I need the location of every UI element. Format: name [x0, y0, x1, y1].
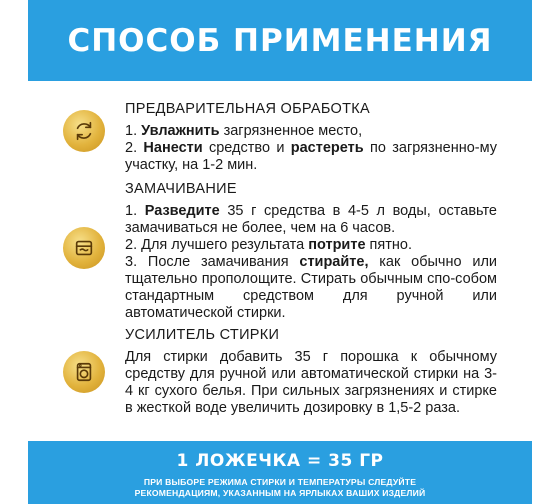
- instruction-line: 2. Для лучшего результата потрите пятно.: [125, 237, 412, 253]
- instruction-line: 3. После замачивания стирайте, как обычно или тщательно прополощите. Стирать обычным спо-собом стандартным средством для ручной или автоматической стирки.: [125, 254, 497, 321]
- dose-text: 1 ЛОЖЕЧКА = 35 ГР: [176, 451, 384, 471]
- section-heading: УСИЛИТЕЛЬ СТИРКИ: [125, 327, 280, 343]
- section-heading: ЗАМАЧИВАНИЕ: [125, 181, 237, 197]
- care-note: ПРИ ВЫБОРЕ РЕЖИМА СТИРКИ И ТЕМПЕРАТУРЫ СЛЕДУЙТЕ РЕКОМЕНДАЦИЯМ, УКАЗАННЫМ НА ЯРЛЫКАХ ВАШИХ ИЗДЕЛИЙ: [134, 477, 426, 498]
- washing-machine-icon: [63, 351, 105, 393]
- section-booster: [125, 327, 497, 417]
- instruction-line: 2. Нанести средство и растереть по загрязненно-му участку, на 1-2 мин.: [125, 140, 497, 173]
- page-title: СПОСОБ ПРИМЕНЕНИЯ: [67, 22, 493, 59]
- soaking-basin-icon: [63, 227, 105, 269]
- header-banner: [28, 0, 532, 81]
- instruction-line: 1. Разведите 35 г средства в 4-5 л воды, оставьте замачиваться не более, чем на 6 часов.: [125, 203, 497, 236]
- instruction-text: Для стирки добавить 35 г порошка к обычному средству для ручной или автоматической стирки на 3-4 кг сухого белья. При сильных загрязнениях и стирке в жесткой воде увеличить дозировку в 1,5-2 раза.: [125, 349, 497, 416]
- section-heading: ПРЕДВАРИТЕЛЬНАЯ ОБРАБОТКА: [125, 101, 371, 117]
- instruction-line: 1. Увлажнить загрязненное место,: [125, 123, 363, 139]
- section-pretreatment: [125, 101, 497, 174]
- section-soaking: [125, 181, 497, 322]
- refresh-arrows-icon: [63, 110, 105, 152]
- footer-banner: [28, 441, 532, 504]
